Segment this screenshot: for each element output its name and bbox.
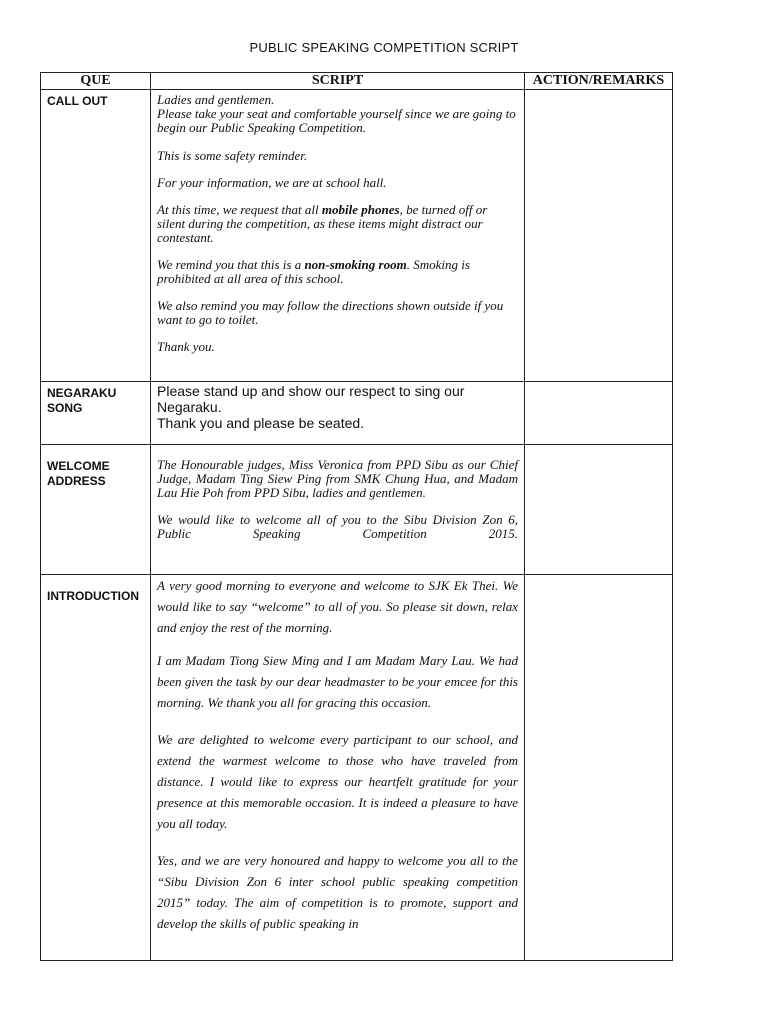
remarks-cell bbox=[525, 382, 673, 445]
script-paragraph: For your information, we are at school hall. bbox=[157, 175, 387, 190]
script-paragraph: We would like to welcome all of you to the Sibu Division Zon 6, Public Speaking Competition 2015. bbox=[157, 512, 518, 541]
header-script: SCRIPT bbox=[151, 73, 525, 90]
emphasis-text: mobile phones bbox=[321, 202, 400, 217]
que-cell: WELCOME ADDRESS bbox=[41, 445, 151, 575]
script-paragraph: We also remind you may follow the directions shown outside if you want to go to toilet. bbox=[157, 298, 504, 327]
script-paragraph: Ladies and gentlemen. Please take your seat and comfortable yourself since we are going to begin our Public Speaking Competition. bbox=[157, 92, 516, 135]
script-paragraph: At this time, we request that all mobile phones, be turned off or silent during the competition, as these items might distract our contestant. bbox=[157, 202, 488, 245]
script-table bbox=[40, 72, 673, 961]
emphasis-text: non-smoking room bbox=[304, 257, 407, 272]
script-cell bbox=[151, 445, 525, 575]
document-title: PUBLIC SPEAKING COMPETITION SCRIPT bbox=[249, 40, 519, 55]
header-que: QUE bbox=[41, 73, 151, 90]
script-paragraph: Thank you. bbox=[157, 339, 215, 354]
script-paragraph: We remind you that this is a non-smoking room. Smoking is prohibited at all area of this school. bbox=[157, 257, 470, 286]
que-cell: CALL OUT bbox=[41, 90, 151, 382]
script-paragraph: The Honourable judges, Miss Veronica from PPD Sibu as our Chief Judge, Madam Ting Siew Ping from SMK Chung Hua, and Madam Lau Hie Poh from PPD Sibu, ladies and gentlemen. bbox=[157, 457, 518, 500]
script-cell bbox=[151, 575, 525, 961]
que-cell: NEGARAKU SONG bbox=[41, 382, 151, 445]
remarks-cell bbox=[525, 575, 673, 961]
table-row bbox=[41, 382, 673, 445]
remarks-cell bbox=[525, 90, 673, 382]
header-row bbox=[41, 73, 673, 90]
remarks-cell bbox=[525, 445, 673, 575]
header-remarks: ACTION/REMARKS bbox=[525, 73, 673, 90]
script-paragraph: I am Madam Tiong Siew Ming and I am Madam Mary Lau. We had been given the task by our dear headmaster to be your emcee for this morning. We thank you all for gracing this occasion. bbox=[157, 653, 518, 710]
table-row bbox=[41, 575, 673, 961]
table-row bbox=[41, 90, 673, 382]
table-row bbox=[41, 445, 673, 575]
script-paragraph: A very good morning to everyone and welcome to SJK Ek Thei. We would like to say “welcome” to all of you. So please sit down, relax and enjoy the rest of the morning. bbox=[157, 578, 518, 635]
script-cell bbox=[151, 90, 525, 382]
script-paragraph: We are delighted to welcome every participant to our school, and extend the warmest welcome to those who have traveled from distance. I would like to express our heartfelt gratitude for your presence at this memorable occasion. It is indeed a pleasure to have you all today. bbox=[157, 732, 518, 831]
script-paragraph: This is some safety reminder. bbox=[157, 148, 308, 163]
script-cell bbox=[151, 382, 525, 445]
que-cell: INTRODUCTION bbox=[41, 575, 151, 961]
script-paragraph: Please stand up and show our respect to sing our Negaraku. Thank you and please be seated. bbox=[157, 383, 465, 431]
script-paragraph: Yes, and we are very honoured and happy to welcome you all to the “Sibu Division Zon 6 inter school public speaking competition 2015” today. The aim of competition is to promote, support and develop the skills of public speaking in bbox=[157, 853, 518, 931]
